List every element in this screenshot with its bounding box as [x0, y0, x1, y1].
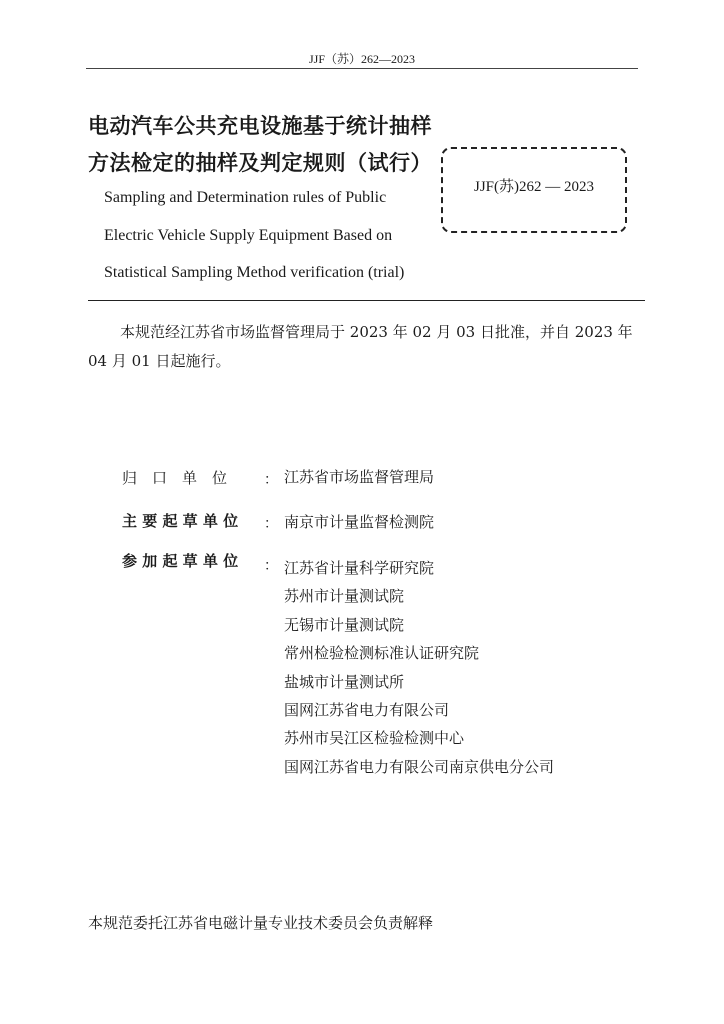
participating-unit: 苏州市计量测试院 [284, 587, 405, 606]
page-header-code: JJF（苏）262—2023 [308, 52, 415, 66]
participating-unit: 常州检验检测标准认证研究院 [284, 644, 480, 663]
standard-code-box [441, 147, 627, 233]
main-drafting-unit-label: 主 要 起 草 单 位 [122, 512, 239, 530]
standard-code: JJF(苏)262 — 2023 [473, 179, 594, 195]
colon: ： [264, 472, 278, 488]
participating-unit: 江苏省计量科学研究院 [284, 559, 435, 577]
header-divider [86, 68, 638, 69]
participating-units-list [284, 554, 554, 781]
participating-unit: 无锡市计量测试院 [284, 615, 405, 634]
responsible-unit-label: 归 口 单 位 [122, 469, 228, 487]
title-en-line-1: Sampling and Determination rules of Public [104, 189, 387, 206]
approval-statement [88, 318, 640, 376]
participating-unit: 国网江苏省电力有限公司南京供电分公司 [284, 757, 555, 776]
title-en-line-3: Statistical Sampling Method verification (trial) [104, 264, 405, 281]
title-cn-line-1: 电动汽车公共充电设施基于统计抽样 [88, 114, 432, 138]
responsible-unit-value: 江苏省市场监督管理局 [284, 468, 435, 486]
participating-unit: 国网江苏省电力有限公司 [284, 701, 450, 720]
title-cn-line-2: 方法检定的抽样及判定规则（试行） [88, 151, 432, 175]
interpretation-note: 本规范委托江苏省电磁计量专业技术委员会负责解释 [88, 914, 434, 932]
main-drafting-unit-value: 南京市计量监督检测院 [284, 513, 435, 531]
colon: ： [264, 516, 278, 532]
approval-text: 本规范经江苏省市场监督管理局于 2023 年 02 月 03 日批准，并自 2023 年 04 月 01 日起施行。 [88, 323, 633, 370]
title-divider [88, 300, 645, 301]
title-en-line-2: Electric Vehicle Supply Equipment Based on [104, 227, 393, 244]
colon: ： [264, 558, 278, 574]
participating-unit: 苏州市吴江区检验检测中心 [284, 729, 465, 748]
participating-unit: 盐城市计量测试所 [284, 672, 405, 691]
participating-units-label: 参 加 起 草 单 位 [122, 552, 239, 570]
